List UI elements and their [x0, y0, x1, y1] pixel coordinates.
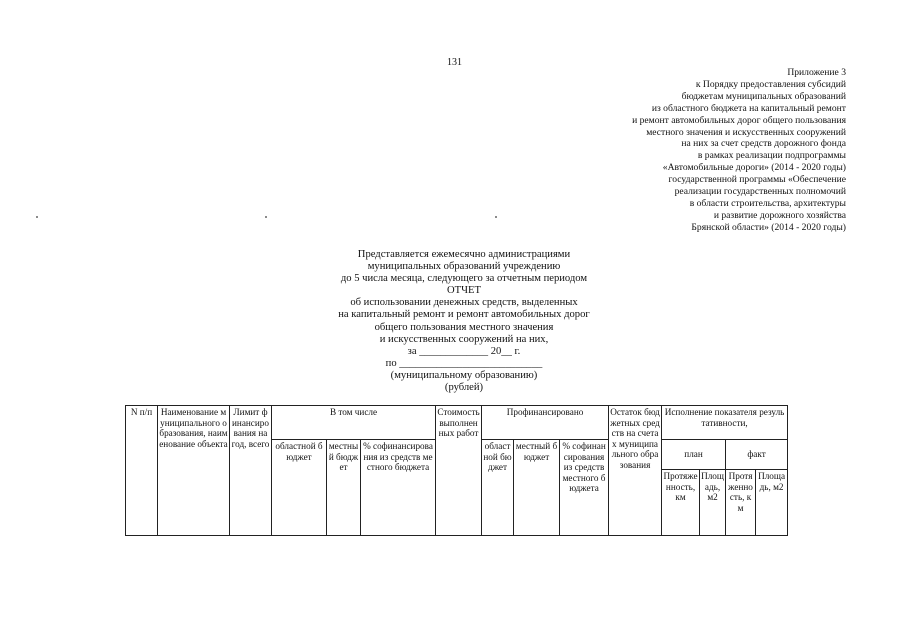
fact-length-header: Протяженность, км — [726, 470, 756, 536]
col-number-header: N п/п — [126, 406, 158, 536]
report-table — [125, 405, 788, 536]
col-cost-header: Стоимость выполненных работ — [436, 406, 482, 536]
appendix-line: Брянской области» (2014 - 2020 годы) — [691, 221, 846, 233]
exec-plan-header: план — [662, 440, 726, 470]
report-line: об использовании денежных средств, выделенных — [350, 297, 578, 309]
fin-local-header: местный бюджет — [514, 440, 560, 536]
col-remainder-header: Остаток бюджетных средств на счетах муниципального образования — [609, 406, 662, 536]
report-municipality-caption: (муниципальному образованию) — [390, 369, 538, 381]
appendix-line: государственной программы «Обеспечение — [668, 174, 846, 186]
report-heading: ОТЧЕТ — [447, 285, 481, 297]
report-title-block — [268, 249, 660, 394]
report-line: общего пользования местного значения — [374, 321, 554, 333]
report-currency-caption: (рублей) — [444, 382, 484, 394]
appendix-line: на них за счет средств дорожного фонда — [681, 138, 846, 150]
exec-fact-header: факт — [726, 440, 788, 470]
report-line: муниципальных образований учреждению — [367, 261, 561, 273]
appendix-line: реализации государственных полномочий — [674, 186, 846, 198]
appendix-line: Приложение 3 — [787, 67, 846, 78]
group-financed-header: Профинансировано — [482, 406, 609, 440]
group-including-header: В том числе — [272, 406, 436, 440]
fin-regional-header: областной бюджет — [482, 440, 514, 536]
appendix-line: и развитие дорожного хозяйства — [713, 209, 846, 221]
scan-speck — [36, 216, 38, 218]
report-line: на капитальный ремонт и ремонт автомобильных дорог — [338, 309, 590, 321]
scan-speck — [495, 216, 497, 218]
group-execution-header: Исполнение показателя результативности, — [662, 406, 788, 440]
appendix-line: в области строительства, архитектуры — [689, 197, 846, 209]
inc-percent-header: % софинансирования из средств местного бюджета — [361, 440, 436, 536]
fact-area-header: Площадь, м2 — [756, 470, 788, 536]
fin-percent-header: % софинансирования из средств местного бюджета — [560, 440, 609, 536]
scan-speck — [265, 216, 267, 218]
appendix-line: из областного бюджета на капитальный ремонт — [651, 102, 846, 114]
inc-regional-header: областной бюджет — [272, 440, 327, 536]
plan-area-header: Площадь, м2 — [700, 470, 726, 536]
plan-length-header: Протяженность, км — [662, 470, 700, 536]
appendix-line: «Автомобильные дороги» (2014 - 2020 годы) — [662, 162, 846, 174]
appendix-line: бюджетам муниципальных образований — [681, 90, 846, 102]
appendix-line: местного значения и искусственных сооружений — [646, 126, 846, 138]
appendix-line: и ремонт автомобильных дорог общего пользования — [632, 114, 846, 126]
appendix-line: к Порядку предоставления субсидий — [695, 78, 846, 90]
appendix-header — [516, 67, 846, 234]
report-period-line: за _____________ 20__ г. — [407, 345, 521, 357]
inc-local-header: местный бюджет — [327, 440, 361, 536]
report-line: Представляется ежемесячно администрациями — [357, 249, 571, 260]
report-line: и искусственных сооружений на них, — [379, 333, 549, 345]
page-number: 131 — [447, 57, 462, 68]
report-municipality-line: по ___________________________ — [385, 357, 543, 369]
appendix-line: в рамках реализации подпрограммы — [697, 150, 846, 162]
col-name-header: Наименование муниципального образования, наименование объекта — [158, 406, 230, 536]
col-limit-header: Лимит финансирования на год, всего — [230, 406, 272, 536]
report-line: до 5 числа месяца, следующего за отчетным периодом — [340, 273, 588, 285]
